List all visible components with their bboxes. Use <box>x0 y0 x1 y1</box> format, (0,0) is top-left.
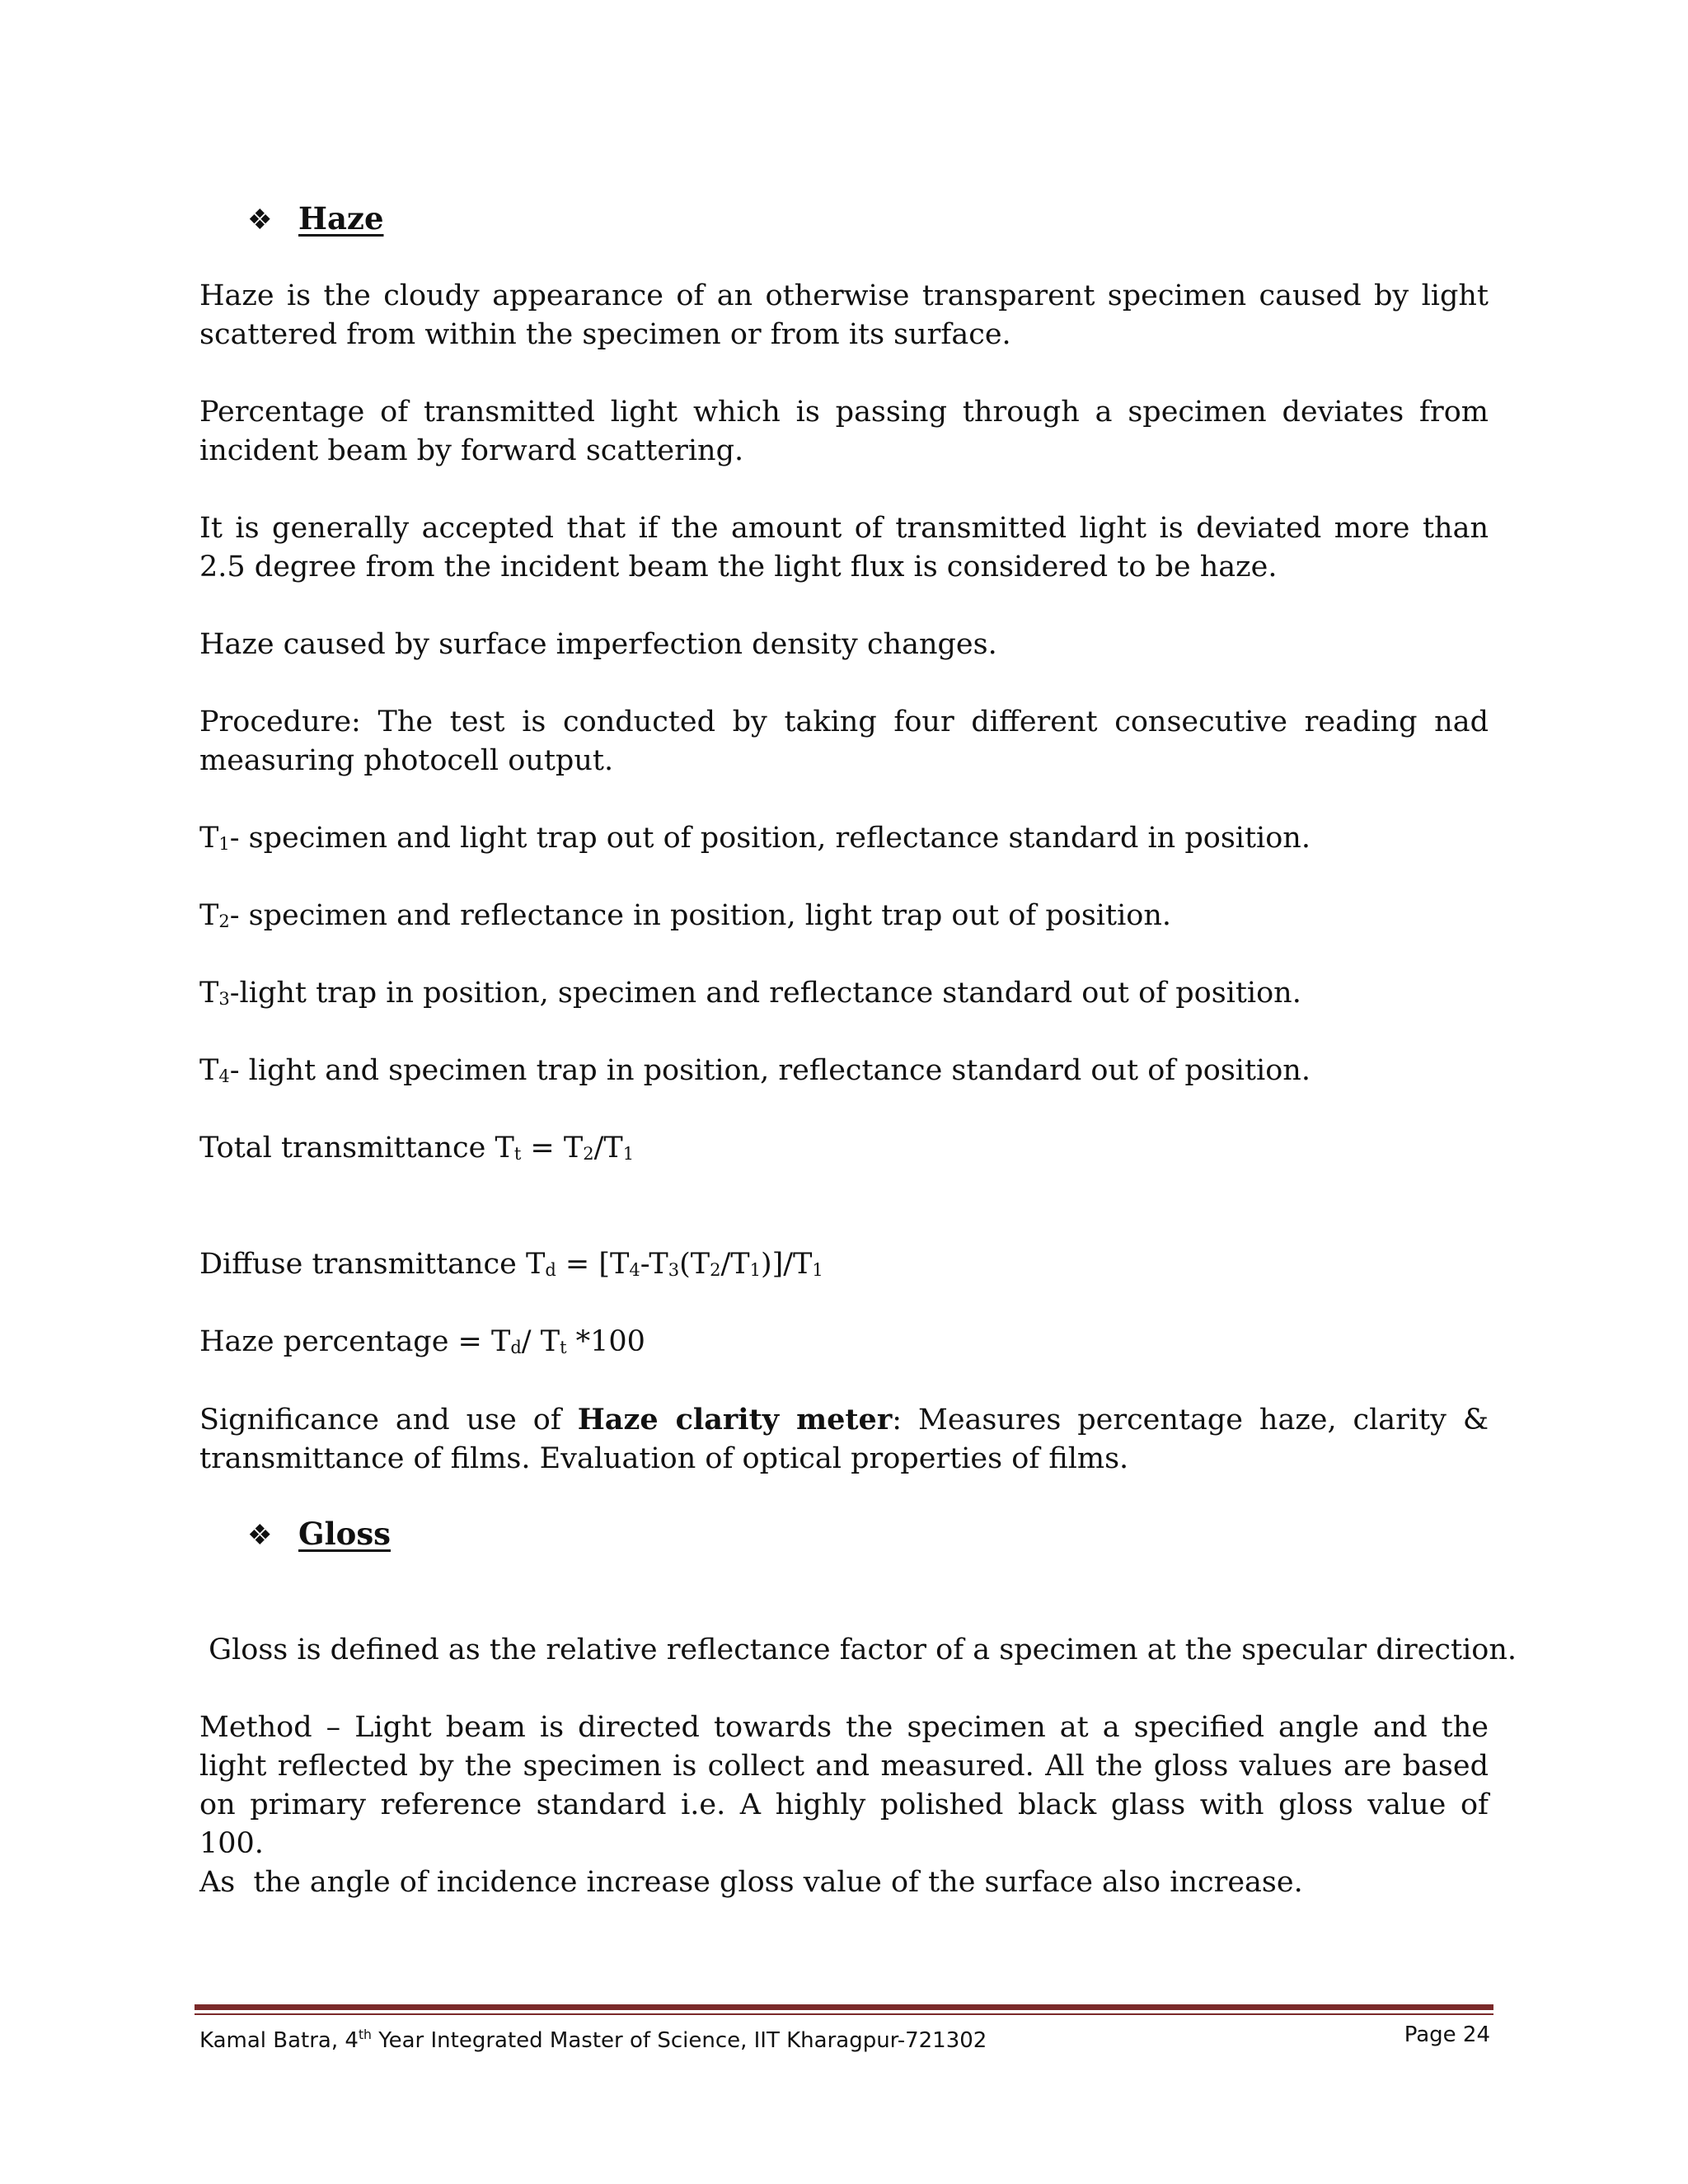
footer-divider <box>195 2004 1493 2010</box>
reading-t1: $T_1-$ specimen and light trap out of position, reflectance standard in position. <box>199 822 1311 855</box>
haze-threshold-paragraph: It is generally accepted that if the amount of transmitted light is deviated more than 2.5 degree from the incident beam the light flux is considered to be haze. <box>199 512 1489 583</box>
reading-t3: $T_3$-light trap in position, specimen and reflectance standard out of position. <box>199 977 1301 1010</box>
haze-cause-paragraph: Haze caused by surface imperfection density changes. <box>199 628 997 661</box>
gloss-angle-paragraph: As the angle of incidence increase gloss value of the surface also increase. <box>199 1866 1303 1899</box>
gloss-heading <box>247 1515 391 1555</box>
footer-divider-thin <box>195 2013 1493 2015</box>
footer-author: Kamal Batra, 4th Year Integrated Master of Science, IIT Kharagpur-721302 <box>199 2027 987 2054</box>
haze-heading-text: Haze <box>298 200 384 237</box>
reading-t4: $T_4-$ light and specimen trap in position, reflectance standard out of position. <box>199 1054 1311 1087</box>
reading-t2: $T_2-$ specimen and reflectance in position, light trap out of position. <box>199 899 1172 932</box>
gloss-definition-paragraph: Gloss is defined as the relative reflectance factor of a specimen at the specular direction. <box>199 1633 1517 1666</box>
haze-percentage-paragraph: Percentage of transmitted light which is passing through a specimen deviates from incident beam by forward scattering. <box>199 396 1489 467</box>
page-number: Page 24 <box>1404 2022 1490 2047</box>
haze-clarity-meter-term: Haze clarity meter <box>577 1403 893 1436</box>
total-transmittance-formula: Total transmittance $T_t = T_2/T_1$ <box>199 1132 635 1165</box>
haze-percentage-formula: Haze percentage = $T_d/$ $T_t$ *100 <box>199 1325 645 1358</box>
gloss-heading-text: Gloss <box>298 1516 391 1552</box>
gloss-method-paragraph: Method – Light beam is directed towards the specimen at a specified angle and the light reflected by the specimen is collect and measured. All the gloss values are based on primary reference standard i.e. A highly polished black glass with gloss value of 100. <box>199 1711 1489 1860</box>
diamond-bullet-icon: ❖ <box>247 204 273 237</box>
haze-heading <box>247 199 383 240</box>
haze-definition-paragraph: Haze is the cloudy appearance of an otherwise transparent specimen caused by light scattered from within the specimen or from its surface. <box>199 279 1489 351</box>
diamond-bullet-icon: ❖ <box>247 1519 273 1552</box>
diffuse-transmittance-formula: Diffuse transmittance $T_d = [T_4-T_3(T_2/T_1)]/T_1$ <box>199 1248 823 1281</box>
haze-significance-paragraph: Significance and use of Haze clarity meter: Measures percentage haze, clarity & transmittance of films. Evaluation of optical properties of films. <box>199 1403 1489 1475</box>
haze-procedure-paragraph: Procedure: The test is conducted by taking four different consecutive reading nad measuring photocell output. <box>199 705 1489 777</box>
